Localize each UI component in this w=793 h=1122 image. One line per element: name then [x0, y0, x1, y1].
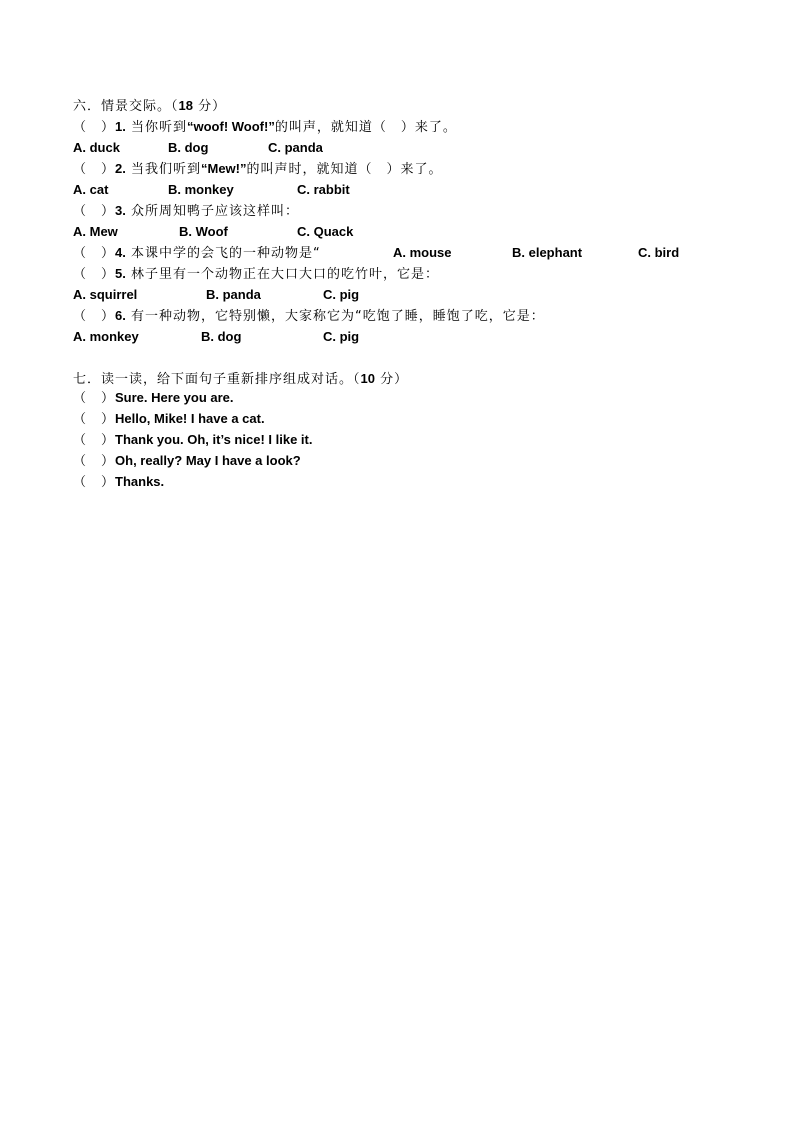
question-text: 本课中学的会飞的一种动物是“	[125, 246, 321, 261]
question-number: 4.	[115, 245, 126, 260]
option-b: B. panda	[206, 287, 261, 302]
option-b: B. dog	[168, 140, 209, 155]
answer-paren[interactable]: （ ）	[73, 204, 116, 219]
dialogue-item	[73, 451, 301, 472]
question-5	[73, 264, 439, 285]
question-2	[73, 159, 443, 180]
answer-paren[interactable]: （ ）	[73, 412, 116, 427]
question-4	[73, 243, 321, 264]
option-b: B. monkey	[168, 182, 234, 197]
dialogue-text: Thanks.	[115, 474, 165, 489]
option-b: B. dog	[201, 329, 242, 344]
option-b: B. Woof	[179, 224, 228, 239]
answer-paren[interactable]: （ ）	[73, 267, 116, 282]
question-text: 林子里有一个动物正在大口大口的吃竹叶，它是：	[125, 267, 439, 282]
option-a: A. mouse	[393, 245, 452, 260]
question-number: 3.	[115, 203, 126, 218]
dialogue-item	[73, 409, 265, 430]
section-7-title-end: 分）	[374, 372, 409, 387]
option-a: A. Mew	[73, 224, 118, 239]
answer-paren[interactable]: （ ）	[73, 246, 116, 261]
question-number: 5.	[115, 266, 126, 281]
question-text: 众所周知鸭子应该这样叫：	[125, 204, 299, 219]
section-7-score: 10	[360, 371, 375, 386]
dialogue-item	[73, 472, 164, 493]
option-c: C. panda	[268, 140, 323, 155]
answer-paren[interactable]: （ ）	[73, 162, 116, 177]
question-number: 6.	[115, 308, 126, 323]
option-c: C. pig	[323, 287, 360, 302]
section-6-title-end: 分）	[192, 99, 227, 114]
option-c: C. rabbit	[297, 182, 350, 197]
dialogue-text: Hello, Mike! I have a cat.	[115, 411, 265, 426]
question-number: 1.	[115, 119, 126, 134]
question-1	[73, 117, 457, 138]
section-6-title-text: 六．情景交际。（	[73, 99, 179, 114]
question-text: 有一种动物，它特别懒，大家称它为“吃饱了睡，睡饱了吃，它是：	[125, 309, 545, 324]
dialogue-item	[73, 388, 234, 409]
question-text-end: 的叫声时，就知道（ ）来了。	[246, 162, 443, 177]
section-6-title	[73, 96, 226, 117]
option-a: A. cat	[73, 182, 109, 197]
option-a: A. monkey	[73, 329, 139, 344]
answer-paren[interactable]: （ ）	[73, 391, 116, 406]
section-7-title-text: 七．读一读，给下面句子重新排序组成对话。（	[73, 372, 361, 387]
question-6	[73, 306, 545, 327]
answer-paren[interactable]: （ ）	[73, 120, 116, 135]
answer-paren[interactable]: （ ）	[73, 475, 116, 490]
answer-paren[interactable]: （ ）	[73, 309, 116, 324]
section-7-title	[73, 369, 408, 390]
question-quote: “Mew!”	[201, 161, 247, 176]
question-quote: “woof! Woof!”	[187, 119, 275, 134]
question-text-end: 的叫声，就知道（ ）来了。	[274, 120, 457, 135]
dialogue-item	[73, 430, 312, 451]
dialogue-text: Oh, really? May I have a look?	[115, 453, 301, 468]
option-b: B. elephant	[512, 245, 583, 260]
question-3	[73, 201, 299, 222]
option-a: A. duck	[73, 140, 120, 155]
option-c: C. Quack	[297, 224, 354, 239]
answer-paren[interactable]: （ ）	[73, 433, 116, 448]
question-number: 2.	[115, 161, 126, 176]
question-text: 当我们听到	[125, 162, 201, 177]
dialogue-text: Sure. Here you are.	[115, 390, 234, 405]
question-text: 当你听到	[125, 120, 187, 135]
option-a: A. squirrel	[73, 287, 138, 302]
answer-paren[interactable]: （ ）	[73, 454, 116, 469]
option-c: C. bird	[638, 245, 680, 260]
dialogue-text: Thank you. Oh, it’s nice! I like it.	[115, 432, 313, 447]
section-6-score: 18	[178, 98, 193, 113]
option-c: C. pig	[323, 329, 360, 344]
